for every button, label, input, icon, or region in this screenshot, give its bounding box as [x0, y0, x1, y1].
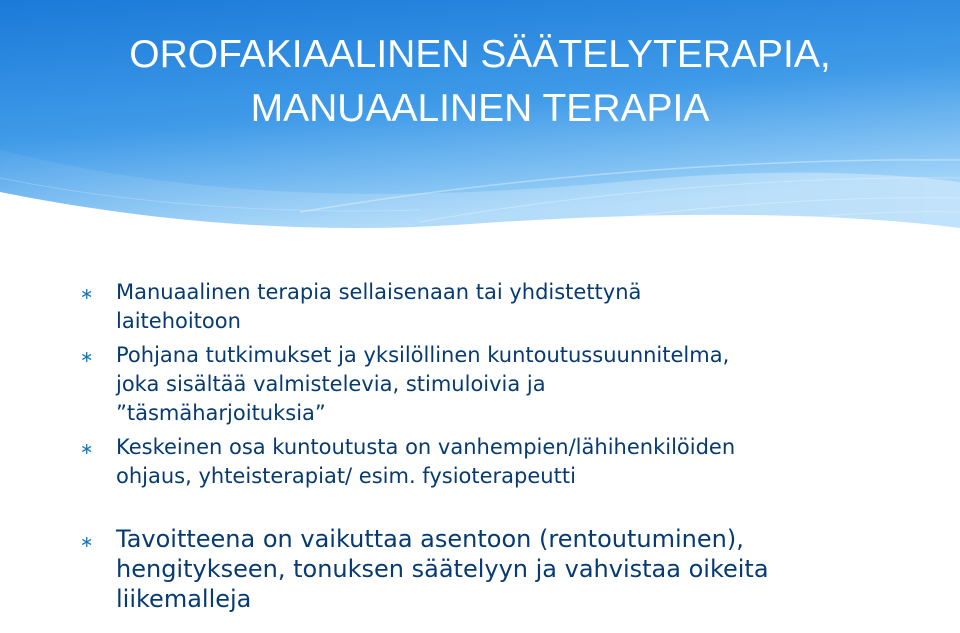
bullet-item: [80, 433, 920, 491]
bullet-text: Keskeinen osa kuntoutusta on vanhempien/lähihenkilöiden ohjaus, yhteisterapiat/ esim. fysioterapeutti: [116, 435, 736, 488]
bullet-text: Pohjana tutkimukset ja yksilöllinen kuntoutussuunnitelma, joka sisältää valmistelevia, stimuloivia ja ”täsmäharjoituksia”: [116, 343, 730, 425]
asterisk-bullet-icon: ∗: [80, 284, 94, 303]
asterisk-bullet-icon: ∗: [80, 347, 94, 366]
slide-title-line-1: OROFAKIAALINEN SÄÄTELYTERAPIA,: [129, 33, 831, 76]
bullet-item: [80, 278, 920, 336]
asterisk-bullet-icon: ∗: [80, 532, 94, 551]
asterisk-bullet-icon: ∗: [80, 439, 94, 458]
bullet-text: Tavoitteena on vaikuttaa asentoon (rentoutuminen), hengitykseen, tonuksen säätelyyn ja vahvistaa oikeita liikemalleja: [116, 525, 769, 613]
bullet-text: Manuaalinen terapia sellaisenaan tai yhdistettynä laitehoitoon: [116, 280, 642, 333]
slide-title-line-2: MANUAALINEN TERAPIA: [250, 87, 710, 130]
bullet-item: [80, 341, 920, 428]
bullet-list: [80, 278, 920, 614]
bullet-item: [80, 524, 920, 614]
slide-title: [0, 28, 960, 136]
